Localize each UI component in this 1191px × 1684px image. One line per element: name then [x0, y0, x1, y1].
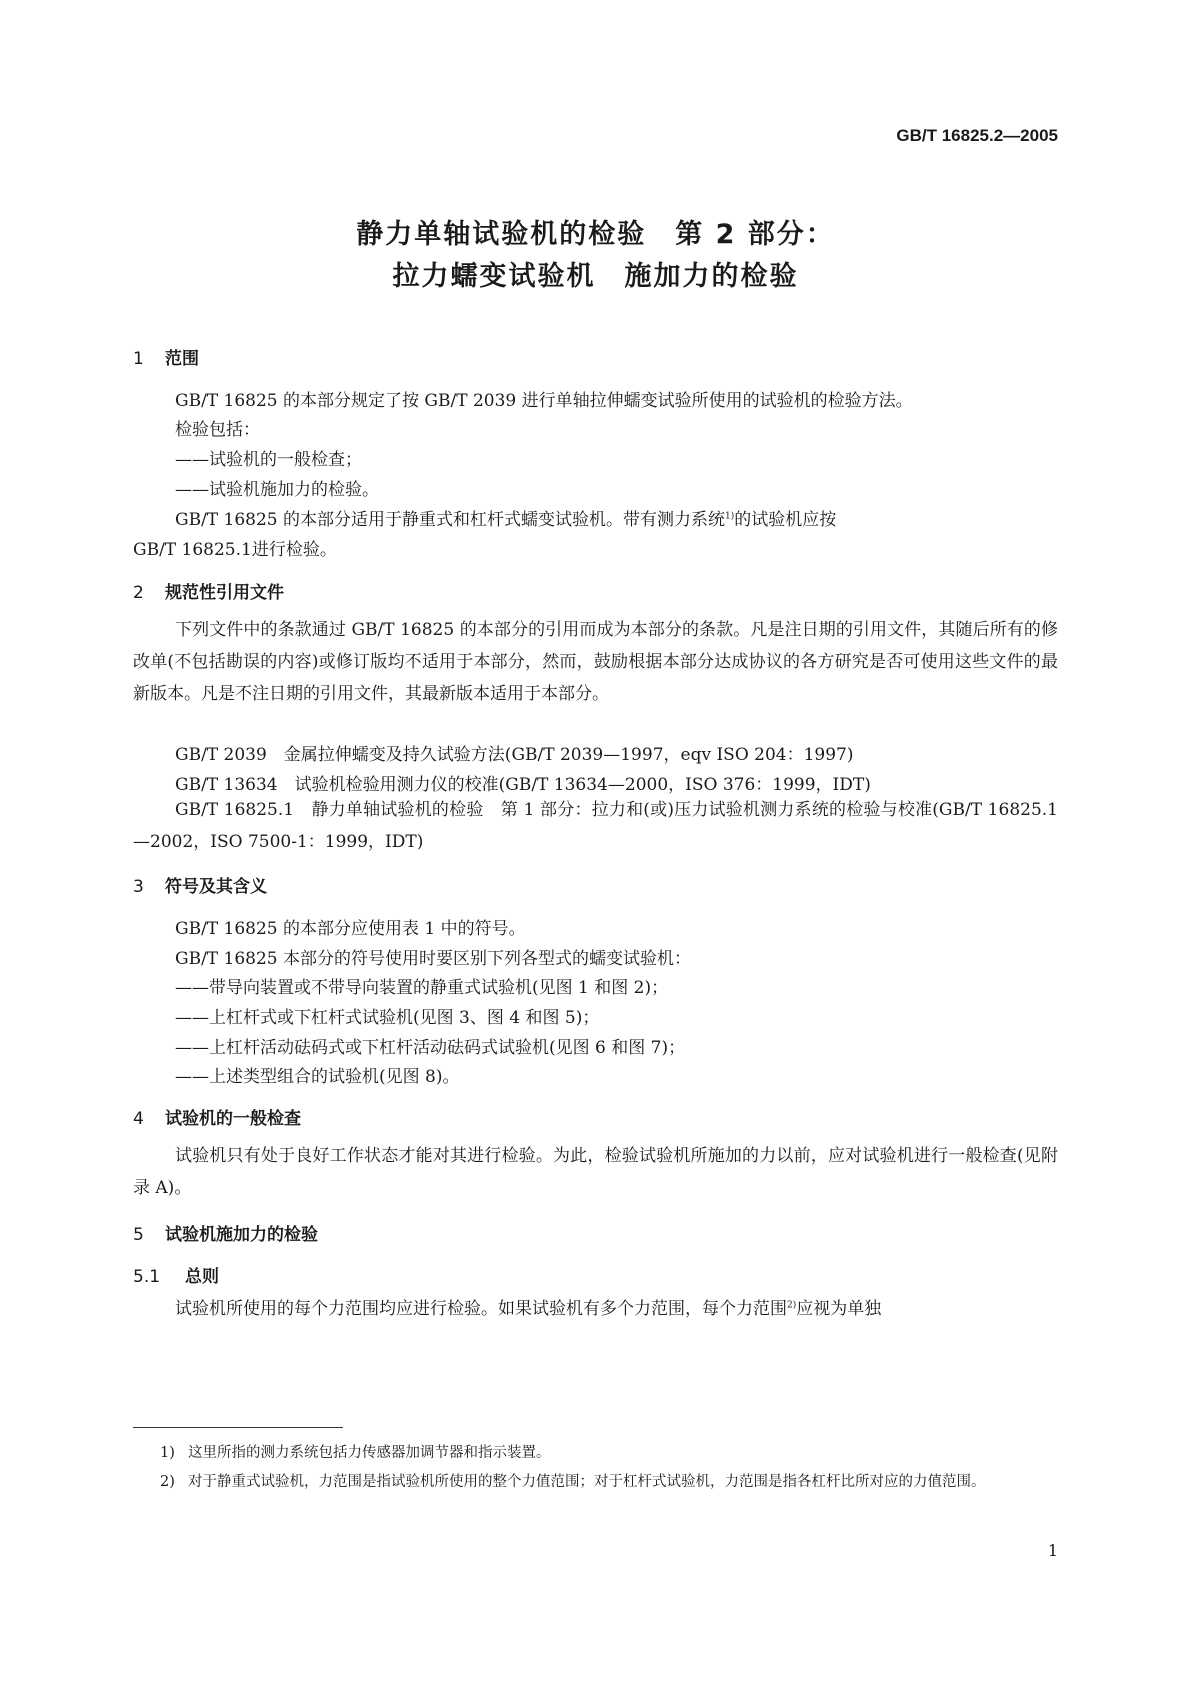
section-number: 2	[133, 583, 144, 603]
footnote-separator	[133, 1427, 343, 1428]
subsection-title: 总则	[185, 1267, 219, 1287]
section-1-list-item: ——试验机的一般检查；	[175, 450, 362, 470]
section-2-intro	[133, 614, 1058, 710]
section-number: 4	[133, 1109, 144, 1129]
section-5-heading	[133, 1220, 318, 1245]
document-title-line2: 拉力蠕变试验机 施加力的检验	[392, 261, 799, 292]
footnote-ref-2: 2)	[787, 1300, 797, 1311]
footnote-text: 这里所指的测力系统包括力传感器加调节器和指示装置。	[188, 1445, 551, 1461]
section-3-list-item: ——上杠杆活动砝码式或下杠杆活动砝码式试验机(见图 6 和图 7)；	[175, 1038, 686, 1058]
text-segment: 应视为单独	[796, 1299, 882, 1319]
document-title-line1: 静力单轴试验机的检验 第 2 部分：	[356, 219, 835, 250]
footnote-2	[160, 1469, 1058, 1496]
section-1-list-item: ——试验机施加力的检验。	[175, 480, 379, 500]
section-number: 1	[133, 349, 144, 369]
section-1-paragraph-3-line-1	[175, 505, 836, 530]
section-3-list-item: ——上述类型组合的试验机(见图 8)。	[175, 1067, 460, 1087]
footnote-number: 1)	[160, 1445, 175, 1461]
text-segment: 的试验机应按	[734, 510, 837, 530]
section-number: 3	[133, 877, 144, 897]
subsection-5-1-heading	[133, 1262, 219, 1287]
section-2-heading	[133, 578, 284, 603]
reference-gbt-16825-1	[133, 794, 1058, 858]
section-3-list-item: ——带导向装置或不带导向装置的静重式试验机(见图 1 和图 2)；	[175, 978, 669, 998]
section-title: 符号及其含义	[165, 877, 267, 897]
reference-gbt-2039: GB/T 2039 金属拉伸蠕变及持久试验方法(GB/T 2039—1997，eqv ISO 204：1997)	[175, 745, 854, 765]
section-4-heading	[133, 1104, 301, 1129]
section-1-paragraph-1: GB/T 16825 的本部分规定了按 GB/T 2039 进行单轴拉伸蠕变试验所使用的试验机的检验方法。	[175, 391, 913, 411]
section-3-paragraph-1: GB/T 16825 的本部分应使用表 1 中的符号。	[175, 919, 526, 939]
section-4-paragraph	[133, 1140, 1058, 1204]
section-title: 规范性引用文件	[165, 583, 284, 603]
subsection-number: 5.1	[133, 1267, 161, 1287]
section-3-heading	[133, 872, 267, 897]
footnote-number: 2)	[160, 1474, 175, 1490]
section-number: 5	[133, 1225, 144, 1245]
section-title: 试验机施加力的检验	[165, 1225, 318, 1245]
page-number: 1	[1047, 1541, 1058, 1560]
section-1-paragraph-2: 检验包括：	[175, 420, 260, 440]
section-1-paragraph-3-line-2: GB/T 16825.1进行检验。	[133, 540, 337, 560]
footnote-ref-1: 1)	[725, 511, 735, 522]
footnote-1	[160, 1440, 1086, 1467]
section-3-paragraph-2: GB/T 16825 本部分的符号使用时要区别下列各型式的蠕变试验机：	[175, 949, 692, 969]
section-title: 范围	[165, 349, 199, 369]
section-3-list-item: ——上杠杆式或下杠杆式试验机(见图 3、图 4 和图 5)；	[175, 1008, 600, 1028]
paragraph-text: GB/T 16825.1 静力单轴试验机的检验 第 1 部分：拉力和(或)压力试验机测力系统的检验与校准(GB/T 16825.1—2002，ISO 7500-1：1999，IDT)	[133, 800, 1058, 852]
section-1-heading	[133, 344, 199, 369]
text-segment: 试验机所使用的每个力范围均应进行检验。如果试验机有多个力范围，每个力范围	[175, 1299, 787, 1319]
standard-number: GB/T 16825.2—2005	[896, 126, 1058, 145]
footnote-text: 对于静重式试验机，力范围是指试验机所使用的整个力值范围；对于杠杆式试验机，力范围是指各杠杆比所对应的力值范围。	[188, 1474, 986, 1490]
reference-gbt-13634: GB/T 13634 试验机检验用测力仪的校准(GB/T 13634—2000，ISO 376：1999，IDT)	[175, 775, 871, 795]
subsection-5-1-paragraph	[175, 1294, 881, 1319]
paragraph-text: 试验机只有处于良好工作状态才能对其进行检验。为此，检验试验机所施加的力以前，应对试验机进行一般检查(见附录 A)。	[133, 1146, 1058, 1198]
text-segment: GB/T 16825 的本部分适用于静重式和杠杆式蠕变试验机。带有测力系统	[175, 510, 726, 530]
section-title: 试验机的一般检查	[165, 1109, 301, 1129]
paragraph-text: 下列文件中的条款通过 GB/T 16825 的本部分的引用而成为本部分的条款。凡是注日期的引用文件，其随后所有的修改单(不包括勘误的内容)或修订版均不适用于本部分，然而，鼓励根据本部分达成协议的各方研究是否可使用这些文件的最新版本。凡是不注日期的引用文件，其最新版本适用于本部分。	[133, 620, 1058, 704]
